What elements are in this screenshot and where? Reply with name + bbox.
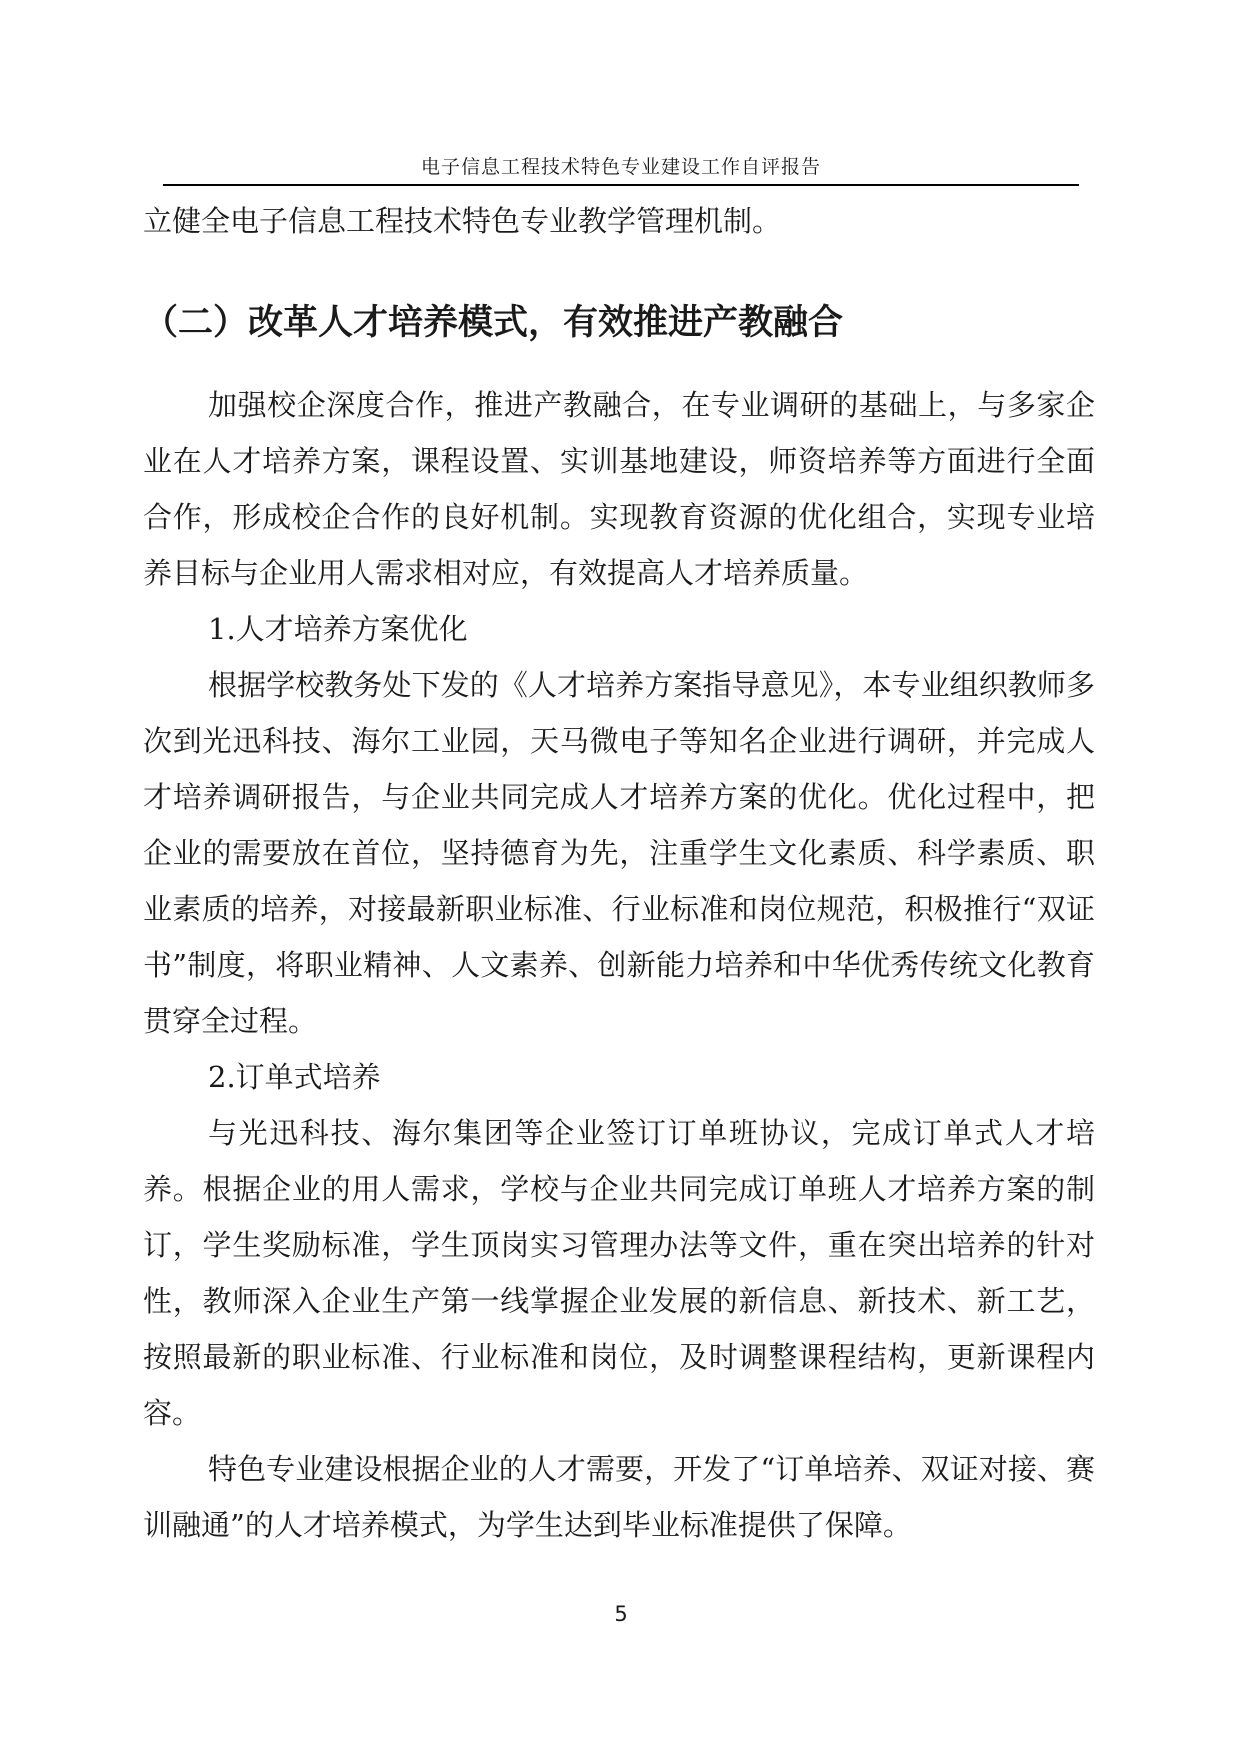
- subheading-order-based-training: 2.订单式培养: [208, 1060, 381, 1094]
- subheading-talent-plan-optimization: 1.人才培养方案优化: [208, 612, 468, 646]
- paragraph-training-mode-summary: 特色专业建设根据企业的人才需要，开发了“订单培养、双证对接、赛训融通”的人才培养模式，为学生达到毕业标准提供了保障。: [143, 1452, 1095, 1542]
- header-title: 电子信息工程技术特色专业建设工作自评报告: [163, 157, 1079, 186]
- paragraph-continuation: 立健全电子信息工程技术特色专业教学管理机制。: [143, 204, 782, 238]
- paragraph-talent-plan-optimization: 根据学校教务处下发的《人才培养方案指导意见》，本专业组织教师多次到光迅科技、海尔工业园，天马微电子等知名企业进行调研，并完成人才培养调研报告，与企业共同完成人才培养方案的优化。优化过程中，把企业的需要放在首位，坚持德育为先，注重学生文化素质、科学素质、职业素质的培养，对接最新职业标准、行业标准和岗位规范，积极推行“双证书”制度，将职业精神、人文素养、创新能力培养和中华优秀传统文化教育贯穿全过程。: [143, 668, 1095, 1038]
- document-body: [143, 193, 1095, 1553]
- paragraph-school-enterprise-cooperation: 加强校企深度合作，推进产教融合，在专业调研的基础上，与多家企业在人才培养方案，课程设置、实训基地建设，师资培养等方面进行全面合作，形成校企合作的良好机制。实现教育资源的优化组合，实现专业培养目标与企业用人需求相对应，有效提高人才培养质量。: [143, 388, 1095, 590]
- page-number: 5: [614, 1602, 628, 1626]
- page-header: [163, 157, 1079, 186]
- paragraph-order-based-training: 与光迅科技、海尔集团等企业签订订单班协议，完成订单式人才培养。根据企业的用人需求，学校与企业共同完成订单班人才培养方案的制订，学生奖励标准，学生顶岗实习管理办法等文件，重在突出培养的针对性，教师深入企业生产第一线掌握企业发展的新信息、新技术、新工艺，按照最新的职业标准、行业标准和岗位，及时调整课程结构，更新课程内容。: [143, 1116, 1095, 1430]
- page-footer: [0, 1602, 1242, 1626]
- section-heading: （二）改革人才培养模式，有效推进产教融合: [143, 302, 844, 343]
